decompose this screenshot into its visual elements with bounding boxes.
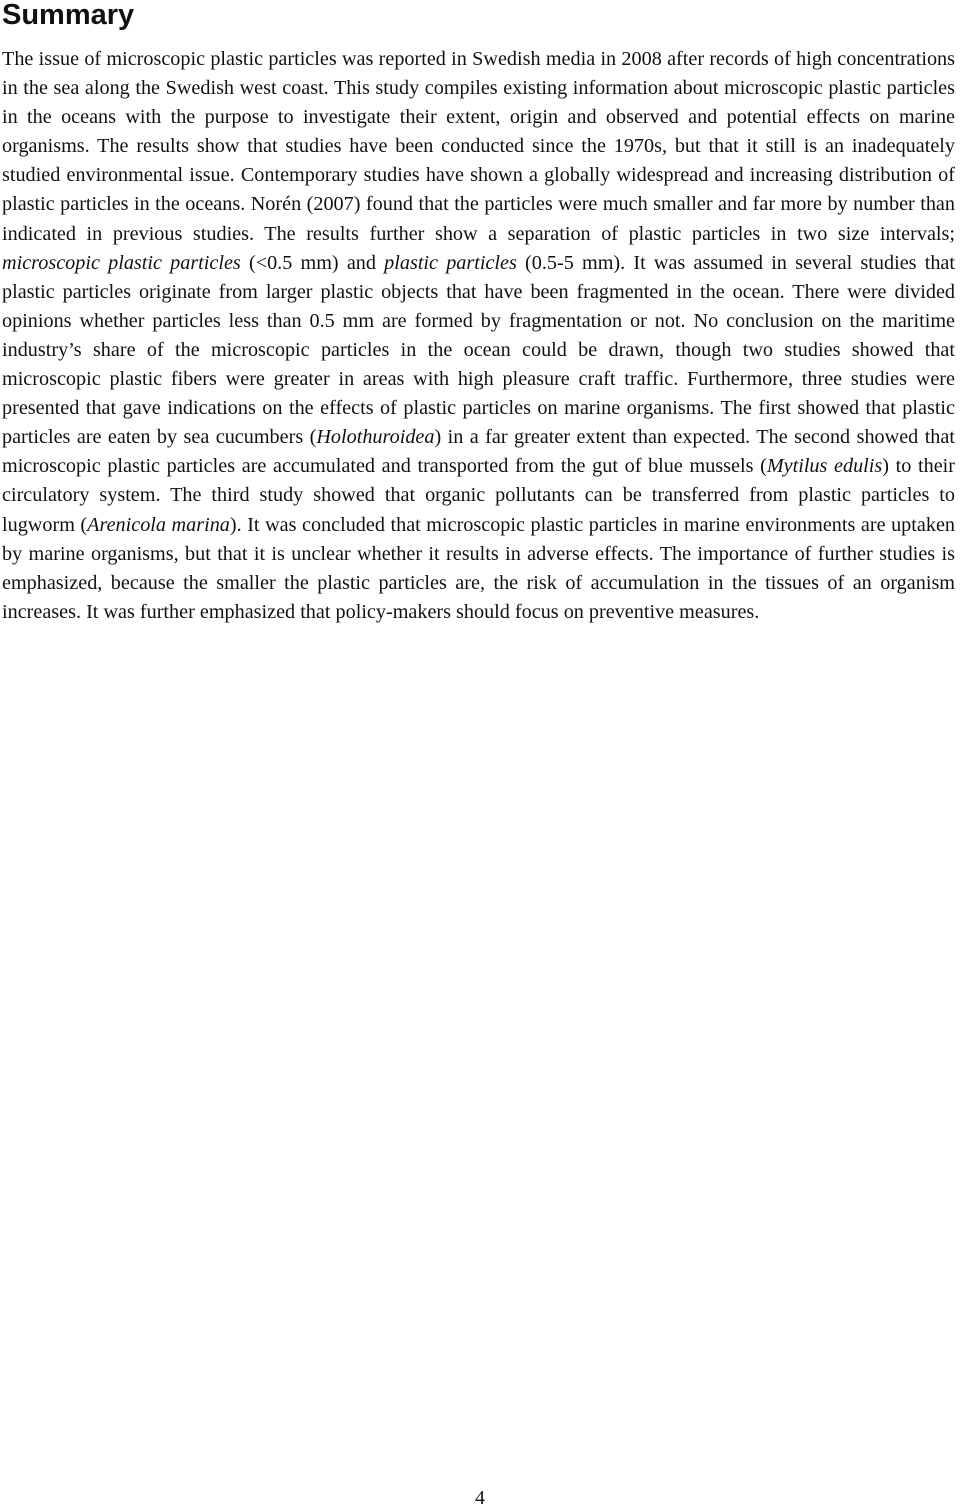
italic-term: plastic particles [384,251,517,274]
summary-paragraph [2,45,955,627]
text-run: ) to their circulatory system. The third study showed that organic pollutants can be transferred from plastic particles to lugworm ( [2,455,955,536]
text-run: (<0.5 mm) and [240,251,385,274]
species-name: Arenicola marina [87,513,230,536]
text-run: ) in a far greater extent than expected. The second showed that microscopic plastic particles are accumulated and transported from the gut of blue mussels ( [2,426,955,478]
species-name: Mytilus edulis [766,455,883,478]
text-run: The issue of microscopic plastic particles was reported in Swedish media in 2008 after records of high concentrations in the sea along the Swedish west coast. This study compiles existing information about microscopic plastic particles in the oceans with the purpose to investigate their extent, origin and observed and potential effects on marine organisms. The results show that studies have been conducted since the 1970s, but that it still is an inadequately studied environmental issue. Contemporary studies have shown a globally widespread and increasing distribution of plastic particles in the oceans. Norén (2007) found that the particles were much smaller and far more by number than indicated in previous studies. The results further show a separation of plastic particles in two size intervals; [2,48,955,245]
section-heading: Summary [2,0,135,31]
italic-term: microscopic plastic particles [2,251,241,274]
text-run: (0.5-5 mm). It was assumed in several studies that plastic particles originate from larger plastic objects that have been fragmented in the ocean. There were divided opinions whether particles less than 0.5 mm are formed by fragmentation or not. No conclusion on the maritime industry’s share of the microscopic particles in the ocean could be drawn, though two studies showed that microscopic plastic fibers were greater in areas with high pleasure craft traffic. Furthermore, three studies were presented that gave indications on the effects of plastic particles on marine organisms. The first showed that plastic particles are eaten by sea cucumbers ( [2,251,955,449]
text-run: ). It was concluded that microscopic plastic particles in marine environments are uptaken by marine organisms, but that it is unclear whether it results in adverse effects. The importance of further studies is emphasized, because the smaller the plastic particles are, the risk of accumulation in the tissues of an organism increases. It was further emphasized that policy-makers should focus on preventive measures. [2,513,955,623]
page-number: 4 [475,1487,485,1509]
species-name: Holothuroidea [316,426,435,449]
